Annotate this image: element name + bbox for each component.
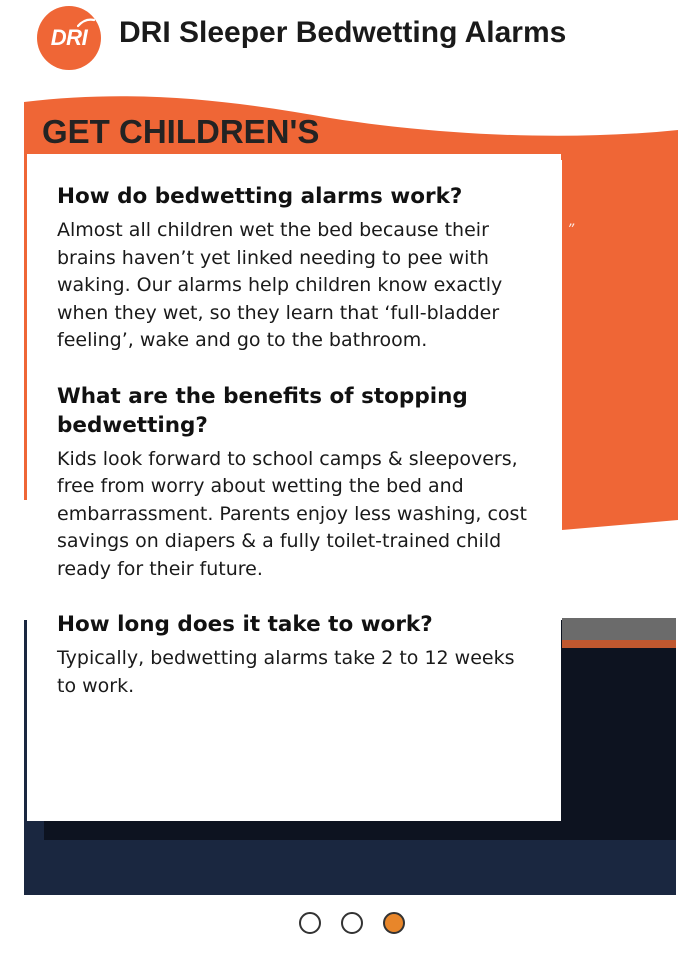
header — [0, 0, 699, 75]
brand-title: DRI Sleeper Bedwetting Alarms — [119, 16, 567, 49]
carousel-dot-2[interactable] — [341, 912, 363, 934]
faq-item — [57, 182, 531, 355]
faq-answer: Almost all children wet the bed because their brains haven’t yet linked needing to pee with waking. Our alarms help children know exactly when they wet, so they learn that ‘full-bladder feeling’, wake and go to the bathroom. — [57, 219, 503, 351]
dri-logo[interactable] — [37, 6, 101, 70]
quote-mark: ” — [567, 222, 575, 238]
faq-question: How long does it take to work? — [57, 612, 433, 637]
faq-question: How do bedwetting alarms work? — [57, 184, 463, 209]
faq-answer: Typically, bedwetting alarms take 2 to 12 weeks to work. — [57, 647, 515, 697]
carousel-pagination — [0, 912, 699, 942]
carousel-dot-1[interactable] — [299, 912, 321, 934]
faq-panel — [27, 154, 561, 821]
logo-text: DRI — [50, 25, 88, 50]
faq-question: What are the benefits of stopping bedwetting? — [57, 383, 468, 438]
faq-item — [57, 610, 531, 700]
banner-heading: GET CHILDREN'S — [42, 113, 320, 150]
logo-swoosh-icon — [77, 18, 95, 28]
faq-item — [57, 382, 531, 584]
carousel-dot-3[interactable] — [383, 912, 405, 934]
faq-answer: Kids look forward to school camps & sleepovers, free from worry about wetting the bed and embarrassment. Parents enjoy less washing, cost savings on diapers & a fully toilet-trained child ready for their future. — [57, 447, 527, 580]
